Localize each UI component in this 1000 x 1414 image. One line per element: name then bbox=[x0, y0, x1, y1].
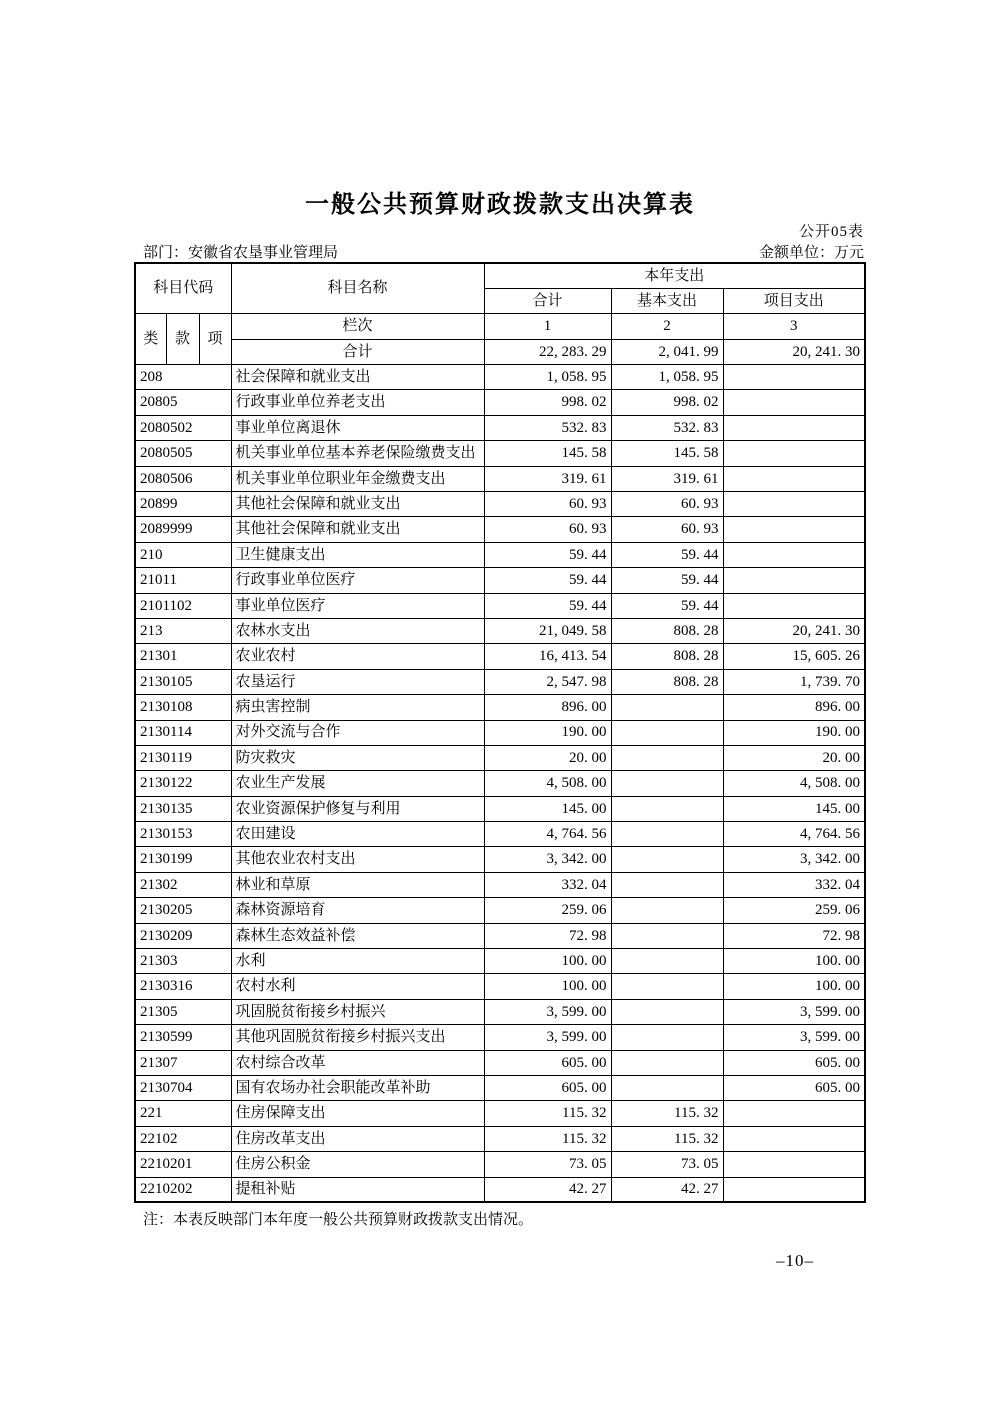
cell-total: 532. 83 bbox=[484, 415, 611, 440]
cell-name: 农业农村 bbox=[231, 644, 484, 669]
table-row bbox=[135, 644, 865, 669]
grand-total-basic: 2, 041. 99 bbox=[611, 339, 723, 364]
cell-project: 20. 00 bbox=[723, 745, 865, 770]
table-row bbox=[135, 441, 865, 466]
cell-name: 行政事业单位养老支出 bbox=[231, 390, 484, 415]
cell-basic bbox=[611, 898, 723, 923]
cell-code: 21303 bbox=[135, 949, 231, 974]
cell-project bbox=[723, 390, 865, 415]
cell-name: 病虫害控制 bbox=[231, 695, 484, 720]
cell-basic bbox=[611, 974, 723, 999]
cell-code: 2101102 bbox=[135, 593, 231, 618]
page-title: 一般公共预算财政拨款支出决算表 bbox=[305, 191, 695, 218]
cell-total: 115. 32 bbox=[484, 1126, 611, 1151]
table-row bbox=[135, 720, 865, 745]
cell-name: 农田建设 bbox=[231, 822, 484, 847]
cell-total: 319. 61 bbox=[484, 466, 611, 491]
cell-total: 72. 98 bbox=[484, 923, 611, 948]
cell-total: 42. 27 bbox=[484, 1177, 611, 1202]
header-current-year-expenditure: 本年支出 bbox=[484, 263, 865, 288]
cell-total: 4, 508. 00 bbox=[484, 771, 611, 796]
cell-code: 2130122 bbox=[135, 771, 231, 796]
cell-code: 2130599 bbox=[135, 1025, 231, 1050]
cell-project: 1, 739. 70 bbox=[723, 669, 865, 694]
cell-basic bbox=[611, 1076, 723, 1101]
cell-name: 其他巩固脱贫衔接乡村振兴支出 bbox=[231, 1025, 484, 1050]
cell-project: 332. 04 bbox=[723, 872, 865, 897]
cell-total: 3, 342. 00 bbox=[484, 847, 611, 872]
cell-project: 3, 599. 00 bbox=[723, 1025, 865, 1050]
header-column-index-label: 栏次 bbox=[231, 314, 484, 339]
table-row bbox=[135, 415, 865, 440]
cell-name: 农村水利 bbox=[231, 974, 484, 999]
cell-total: 16, 413. 54 bbox=[484, 644, 611, 669]
cell-name: 提租补贴 bbox=[231, 1177, 484, 1202]
table-row bbox=[135, 390, 865, 415]
header-col-index-2: 2 bbox=[611, 314, 723, 339]
table-row bbox=[135, 1152, 865, 1177]
cell-name: 社会保障和就业支出 bbox=[231, 365, 484, 390]
header-project-expenditure: 项目支出 bbox=[723, 288, 865, 313]
header-basic-expenditure: 基本支出 bbox=[611, 288, 723, 313]
page-number: –10– bbox=[776, 1251, 814, 1270]
header-row-1 bbox=[135, 263, 865, 288]
header-item: 项 bbox=[199, 314, 231, 365]
cell-basic: 998. 02 bbox=[611, 390, 723, 415]
cell-basic bbox=[611, 822, 723, 847]
table-row bbox=[135, 847, 865, 872]
cell-basic: 59. 44 bbox=[611, 568, 723, 593]
cell-name: 国有农场办社会职能改革补助 bbox=[231, 1076, 484, 1101]
cell-name: 机关事业单位基本养老保险缴费支出 bbox=[231, 441, 484, 466]
cell-basic bbox=[611, 847, 723, 872]
table-row bbox=[135, 365, 865, 390]
cell-name: 住房改革支出 bbox=[231, 1126, 484, 1151]
cell-name: 其他农业农村支出 bbox=[231, 847, 484, 872]
cell-code: 2089999 bbox=[135, 517, 231, 542]
cell-name: 农业生产发展 bbox=[231, 771, 484, 796]
cell-basic bbox=[611, 796, 723, 821]
cell-code: 2080505 bbox=[135, 441, 231, 466]
cell-total: 145. 58 bbox=[484, 441, 611, 466]
table-row bbox=[135, 1101, 865, 1126]
grand-total-total: 22, 283. 29 bbox=[484, 339, 611, 364]
cell-project bbox=[723, 1152, 865, 1177]
cell-project: 100. 00 bbox=[723, 974, 865, 999]
cell-code: 21302 bbox=[135, 872, 231, 897]
cell-basic bbox=[611, 745, 723, 770]
cell-project bbox=[723, 415, 865, 440]
table-row bbox=[135, 999, 865, 1024]
table-header-body bbox=[135, 263, 865, 365]
table-body bbox=[135, 365, 865, 1203]
cell-total: 145. 00 bbox=[484, 796, 611, 821]
cell-code: 2210202 bbox=[135, 1177, 231, 1202]
cell-name: 森林资源培育 bbox=[231, 898, 484, 923]
cell-total: 60. 93 bbox=[484, 517, 611, 542]
cell-project bbox=[723, 517, 865, 542]
cell-code: 2080506 bbox=[135, 466, 231, 491]
cell-project: 896. 00 bbox=[723, 695, 865, 720]
cell-name: 对外交流与合作 bbox=[231, 720, 484, 745]
table-row bbox=[135, 1076, 865, 1101]
table-row bbox=[135, 796, 865, 821]
cell-total: 4, 764. 56 bbox=[484, 822, 611, 847]
cell-project: 3, 342. 00 bbox=[723, 847, 865, 872]
cell-basic: 59. 44 bbox=[611, 593, 723, 618]
cell-basic: 115. 32 bbox=[611, 1126, 723, 1151]
table-row bbox=[135, 1126, 865, 1151]
cell-name: 农村综合改革 bbox=[231, 1050, 484, 1075]
header-col-index-3: 3 bbox=[723, 314, 865, 339]
cell-project: 145. 00 bbox=[723, 796, 865, 821]
table-row bbox=[135, 1025, 865, 1050]
cell-project bbox=[723, 593, 865, 618]
header-subject-name: 科目名称 bbox=[231, 263, 484, 314]
cell-name: 林业和草原 bbox=[231, 872, 484, 897]
cell-name: 农业资源保护修复与利用 bbox=[231, 796, 484, 821]
cell-code: 2130199 bbox=[135, 847, 231, 872]
cell-name: 农林水支出 bbox=[231, 618, 484, 643]
cell-project bbox=[723, 365, 865, 390]
cell-basic bbox=[611, 1050, 723, 1075]
cell-total: 21, 049. 58 bbox=[484, 618, 611, 643]
cell-project bbox=[723, 466, 865, 491]
cell-project: 100. 00 bbox=[723, 949, 865, 974]
cell-name: 巩固脱贫衔接乡村振兴 bbox=[231, 999, 484, 1024]
cell-code: 2130205 bbox=[135, 898, 231, 923]
table-row bbox=[135, 593, 865, 618]
cell-name: 行政事业单位医疗 bbox=[231, 568, 484, 593]
cell-code: 21307 bbox=[135, 1050, 231, 1075]
cell-basic: 319. 61 bbox=[611, 466, 723, 491]
header-section: 款 bbox=[166, 314, 199, 365]
table-row bbox=[135, 872, 865, 897]
cell-project: 4, 508. 00 bbox=[723, 771, 865, 796]
cell-total: 1, 058. 95 bbox=[484, 365, 611, 390]
cell-code: 221 bbox=[135, 1101, 231, 1126]
cell-name: 机关事业单位职业年金缴费支出 bbox=[231, 466, 484, 491]
table-row bbox=[135, 898, 865, 923]
cell-name: 住房保障支出 bbox=[231, 1101, 484, 1126]
cell-basic: 60. 93 bbox=[611, 517, 723, 542]
cell-project: 20, 241. 30 bbox=[723, 618, 865, 643]
cell-name: 防灾救灾 bbox=[231, 745, 484, 770]
cell-total: 73. 05 bbox=[484, 1152, 611, 1177]
cell-code: 2080502 bbox=[135, 415, 231, 440]
cell-project bbox=[723, 568, 865, 593]
cell-basic: 808. 28 bbox=[611, 644, 723, 669]
cell-code: 210 bbox=[135, 542, 231, 567]
cell-basic: 73. 05 bbox=[611, 1152, 723, 1177]
table-number-label: 公开05表 bbox=[798, 224, 864, 240]
table-row bbox=[135, 492, 865, 517]
cell-project bbox=[723, 1126, 865, 1151]
cell-project: 3, 599. 00 bbox=[723, 999, 865, 1024]
cell-project bbox=[723, 542, 865, 567]
table-note: 注：本表反映部门本年度一般公共预算财政拨款支出情况。 bbox=[143, 1212, 534, 1228]
cell-project bbox=[723, 1101, 865, 1126]
budget-table bbox=[134, 262, 866, 1203]
cell-total: 59. 44 bbox=[484, 593, 611, 618]
cell-name: 森林生态效益补偿 bbox=[231, 923, 484, 948]
cell-code: 2130119 bbox=[135, 745, 231, 770]
cell-code: 2130316 bbox=[135, 974, 231, 999]
grand-total-row bbox=[135, 339, 865, 364]
cell-name: 其他社会保障和就业支出 bbox=[231, 492, 484, 517]
cell-basic bbox=[611, 771, 723, 796]
header-class: 类 bbox=[135, 314, 166, 365]
header-row-3 bbox=[135, 314, 865, 339]
cell-code: 21301 bbox=[135, 644, 231, 669]
header-total: 合计 bbox=[484, 288, 611, 313]
cell-project bbox=[723, 441, 865, 466]
cell-code: 213 bbox=[135, 618, 231, 643]
table-row bbox=[135, 771, 865, 796]
cell-name: 农垦运行 bbox=[231, 669, 484, 694]
cell-project: 15, 605. 26 bbox=[723, 644, 865, 669]
cell-project bbox=[723, 492, 865, 517]
cell-basic bbox=[611, 949, 723, 974]
cell-total: 59. 44 bbox=[484, 568, 611, 593]
table-row bbox=[135, 695, 865, 720]
cell-total: 605. 00 bbox=[484, 1076, 611, 1101]
table-row bbox=[135, 618, 865, 643]
cell-total: 332. 04 bbox=[484, 872, 611, 897]
cell-total: 20. 00 bbox=[484, 745, 611, 770]
cell-total: 896. 00 bbox=[484, 695, 611, 720]
header-subject-code: 科目代码 bbox=[135, 263, 231, 314]
cell-basic: 42. 27 bbox=[611, 1177, 723, 1202]
cell-project bbox=[723, 1177, 865, 1202]
cell-code: 20899 bbox=[135, 492, 231, 517]
cell-code: 20805 bbox=[135, 390, 231, 415]
table-row bbox=[135, 466, 865, 491]
cell-code: 2130114 bbox=[135, 720, 231, 745]
cell-total: 3, 599. 00 bbox=[484, 999, 611, 1024]
cell-basic: 532. 83 bbox=[611, 415, 723, 440]
cell-basic: 1, 058. 95 bbox=[611, 365, 723, 390]
cell-name: 其他社会保障和就业支出 bbox=[231, 517, 484, 542]
table-row bbox=[135, 745, 865, 770]
grand-total-label: 合计 bbox=[231, 339, 484, 364]
table-row bbox=[135, 568, 865, 593]
cell-project: 190. 00 bbox=[723, 720, 865, 745]
cell-code: 22102 bbox=[135, 1126, 231, 1151]
cell-basic bbox=[611, 999, 723, 1024]
cell-basic: 808. 28 bbox=[611, 669, 723, 694]
cell-basic: 808. 28 bbox=[611, 618, 723, 643]
amount-unit-label: 金额单位：万元 bbox=[758, 245, 864, 261]
cell-code: 2130108 bbox=[135, 695, 231, 720]
cell-code: 2130105 bbox=[135, 669, 231, 694]
table-row bbox=[135, 1050, 865, 1075]
cell-project: 259. 06 bbox=[723, 898, 865, 923]
cell-total: 2, 547. 98 bbox=[484, 669, 611, 694]
table-row bbox=[135, 923, 865, 948]
cell-basic: 59. 44 bbox=[611, 542, 723, 567]
cell-name: 卫生健康支出 bbox=[231, 542, 484, 567]
cell-basic: 115. 32 bbox=[611, 1101, 723, 1126]
table-row bbox=[135, 974, 865, 999]
cell-project: 72. 98 bbox=[723, 923, 865, 948]
cell-total: 100. 00 bbox=[484, 974, 611, 999]
cell-total: 998. 02 bbox=[484, 390, 611, 415]
table-row bbox=[135, 669, 865, 694]
cell-code: 2130153 bbox=[135, 822, 231, 847]
table-row bbox=[135, 949, 865, 974]
cell-total: 100. 00 bbox=[484, 949, 611, 974]
cell-basic: 145. 58 bbox=[611, 441, 723, 466]
table-row bbox=[135, 542, 865, 567]
cell-name: 水利 bbox=[231, 949, 484, 974]
cell-total: 59. 44 bbox=[484, 542, 611, 567]
cell-code: 2130209 bbox=[135, 923, 231, 948]
cell-total: 3, 599. 00 bbox=[484, 1025, 611, 1050]
cell-code: 2210201 bbox=[135, 1152, 231, 1177]
cell-total: 190. 00 bbox=[484, 720, 611, 745]
grand-total-project: 20, 241. 30 bbox=[723, 339, 865, 364]
cell-code: 21305 bbox=[135, 999, 231, 1024]
cell-code: 208 bbox=[135, 365, 231, 390]
cell-basic bbox=[611, 720, 723, 745]
cell-basic bbox=[611, 695, 723, 720]
cell-name: 事业单位离退休 bbox=[231, 415, 484, 440]
cell-code: 2130135 bbox=[135, 796, 231, 821]
cell-total: 259. 06 bbox=[484, 898, 611, 923]
cell-project: 605. 00 bbox=[723, 1050, 865, 1075]
cell-name: 住房公积金 bbox=[231, 1152, 484, 1177]
table-row bbox=[135, 1177, 865, 1202]
table-row bbox=[135, 517, 865, 542]
table-row bbox=[135, 822, 865, 847]
cell-project: 4, 764. 56 bbox=[723, 822, 865, 847]
cell-basic: 60. 93 bbox=[611, 492, 723, 517]
cell-total: 60. 93 bbox=[484, 492, 611, 517]
cell-project: 605. 00 bbox=[723, 1076, 865, 1101]
cell-code: 21011 bbox=[135, 568, 231, 593]
meta-line bbox=[143, 241, 864, 262]
cell-total: 115. 32 bbox=[484, 1101, 611, 1126]
cell-name: 事业单位医疗 bbox=[231, 593, 484, 618]
cell-total: 605. 00 bbox=[484, 1050, 611, 1075]
header-col-index-1: 1 bbox=[484, 314, 611, 339]
cell-code: 2130704 bbox=[135, 1076, 231, 1101]
cell-basic bbox=[611, 872, 723, 897]
cell-basic bbox=[611, 1025, 723, 1050]
cell-basic bbox=[611, 923, 723, 948]
department-label: 部门：安徽省农垦事业管理局 bbox=[143, 245, 339, 261]
